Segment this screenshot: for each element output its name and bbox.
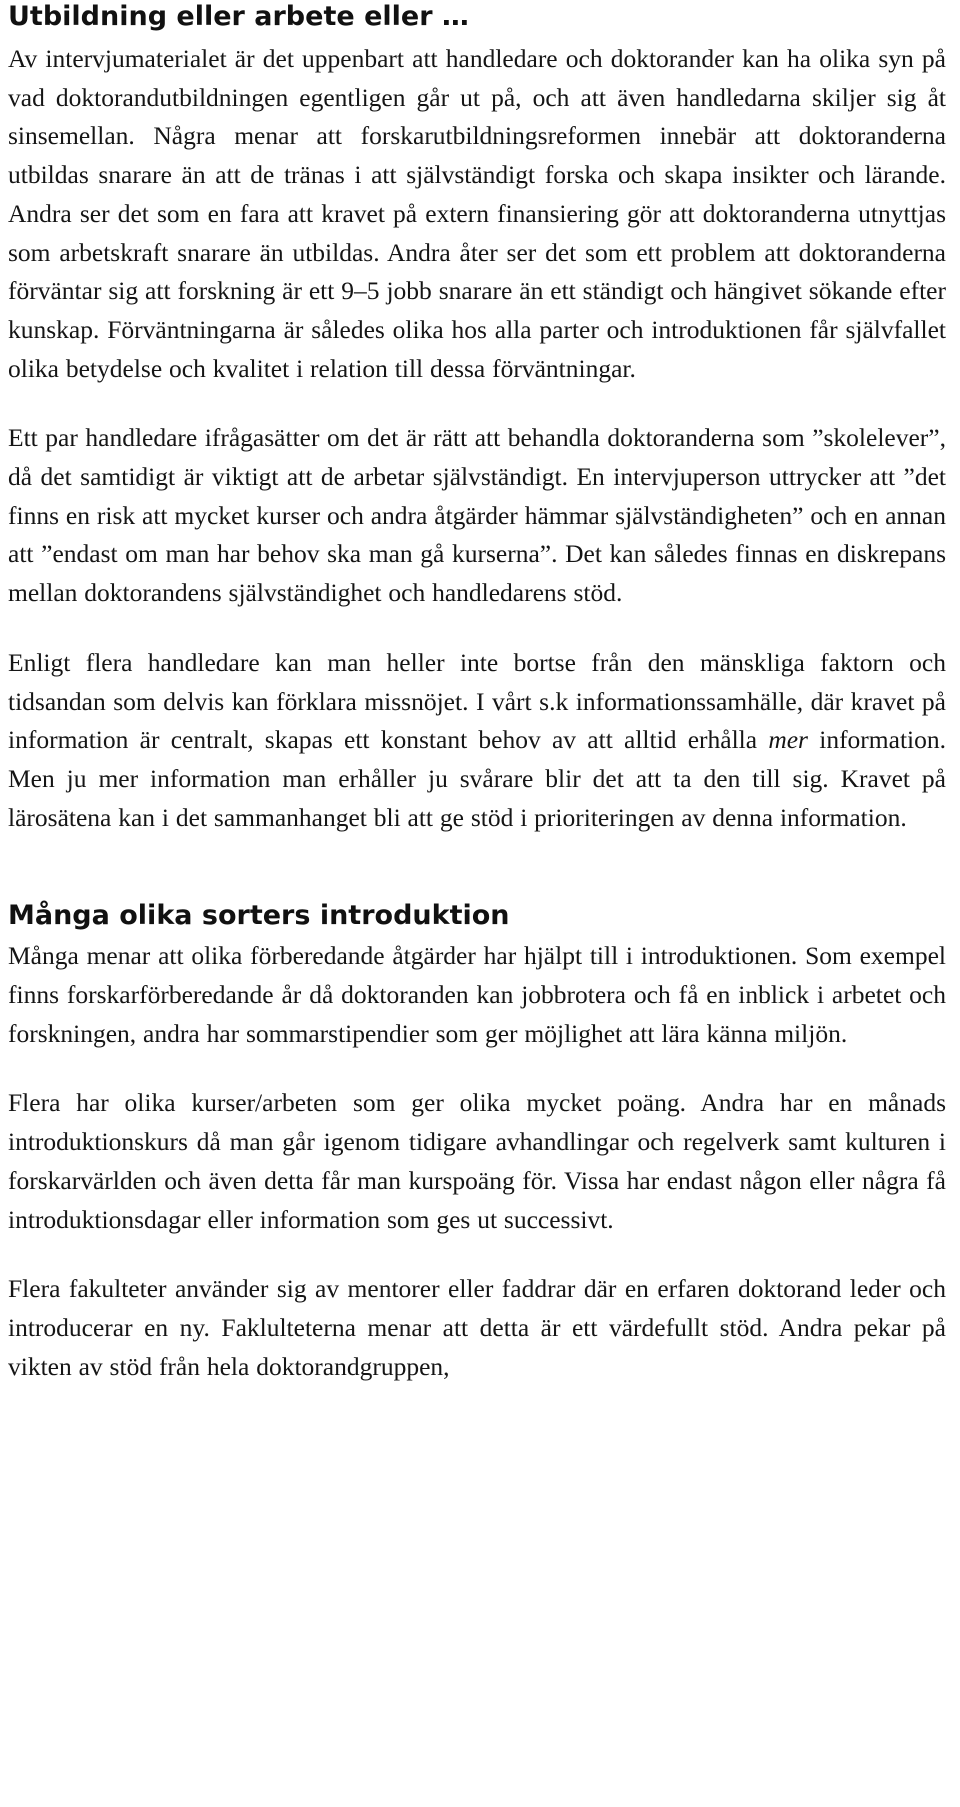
paragraph-forberedande-atgarder: Många menar att olika förberedande åtgärder har hjälpt till i introduktionen. Som exempel finns forskarförberedande år då doktoranden kan jobbrotera och få en inblick i arbetet och forskningen, andra har sommarstipendier som ger möjlighet att lära känna miljön. [8, 941, 946, 1048]
paragraph-mentorer: Flera fakulteter använder sig av mentorer eller faddrar där en erfaren doktorand leder och introducerar en ny. Faklulteterna menar att detta är ett värdefullt stöd. Andra pekar på vikten av stöd från hela doktorandgruppen, [8, 1274, 946, 1381]
paragraph-intervjumaterialet: Av intervjumaterialet är det uppenbart att handledare och doktorander kan ha olika syn på vad doktorandutbildningen egentligen går ut på, och att även handledarna skiljer sig åt sinsemellan. Några menar att forskarutbildningsreformen innebär att doktoranderna utbildas snarare än att de tränas i att självständigt forska och skapa insikter och lärande. Andra ser det som en fara att kravet på extern finansiering gör att doktoranderna utnyttjas som arbetskraft snarare än utbildas. Andra åter ser det som ett problem att doktoranderna förväntar sig att forskning är ett 9–5 jobb snarare än ett ständigt och hängivet sökande efter kunskap. Förväntningarna är således olika hos alla parter och introduktionen får självfallet olika betydelse och kvalitet i relation till dessa förväntningar. [8, 44, 946, 383]
paragraph-kurser-arbeten: Flera har olika kurser/arbeten som ger olika mycket poäng. Andra har en månads introduktionskurs då man går igenom tidigare avhandlingar och regelverk samt kulturen i forskarvärlden och även detta får man kurspoäng för. Vissa har endast någon eller några få introduktionsdagar eller information som ges ut successivt. [8, 1088, 946, 1234]
document-page [8, 0, 946, 1386]
paragraph-text: Enligt flera handledare kan man heller inte bortse från den mänskliga faktorn och tidsandan som delvis kan förklara missnöjet. I vårt s.k informationssamhälle, där kravet på information är centralt, skapas ett konstant behov av att alltid erhålla [8, 647, 946, 755]
section-heading-introduktion: Många olika sorters introduktion [8, 900, 510, 932]
emphasis-text: mer [768, 725, 808, 755]
paragraph-manskliga-faktorn [8, 644, 946, 838]
section-heading-utbildning: Utbildning eller arbete eller … [8, 1, 469, 32]
paragraph-skolelever: Ett par handledare ifrågasätter om det är rätt att behandla doktoranderna som ”skolelever”, då det samtidigt är viktigt att de arbetar självständigt. En intervjuperson uttrycker att ”det finns en risk att mycket kurser och andra åtgärder hämmar självständigheten” och en annan att ”endast om man har behov ska man gå kurserna”. Det kan således finnas en diskrepans mellan doktorandens självständighet och handledarens stöd. [8, 423, 946, 608]
paragraph-text: information. Men ju mer information man erhåller ju svårare blir det att ta den till sig. Kravet på lärosätena kan i det sammanhanget bli att ge stöd i prioriteringen av denna information. [8, 725, 946, 832]
